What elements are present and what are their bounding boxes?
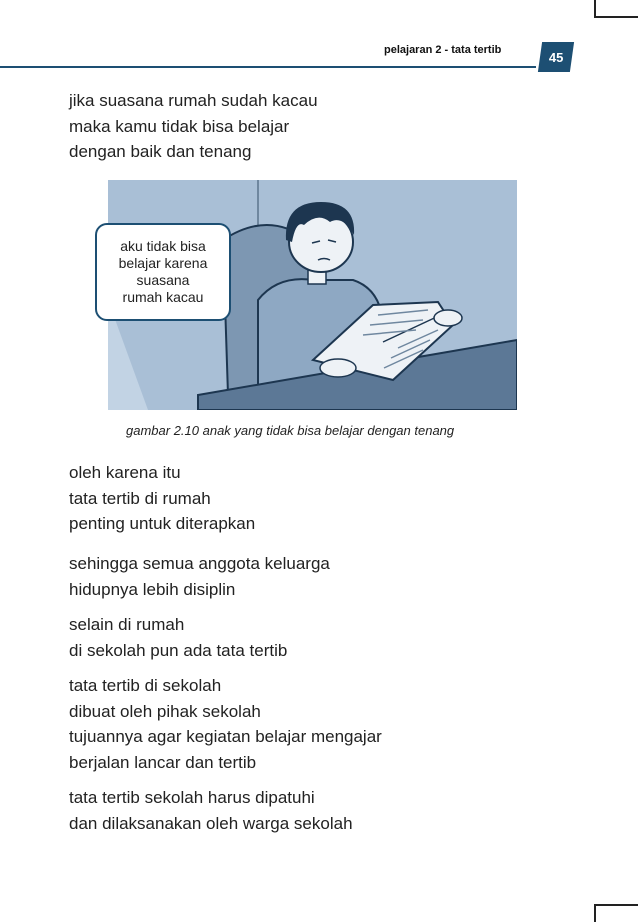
bubble-line: aku tidak bisa	[120, 238, 206, 254]
bubble-line: suasana	[136, 272, 190, 288]
text-line: dibuat oleh pihak sekolah	[69, 701, 261, 721]
crop-mark-top-h	[594, 16, 638, 18]
crop-mark-bottom-v	[594, 904, 596, 922]
speech-bubble	[95, 223, 231, 321]
text-line: tujuannya agar kegiatan belajar mengajar	[69, 727, 382, 746]
paragraph-6	[69, 785, 353, 836]
text-line: oleh karena itu	[69, 463, 181, 482]
bubble-line: rumah kacau	[122, 289, 204, 305]
header-rule	[0, 66, 536, 68]
text-line: jika suasana rumah sudah kacau	[69, 91, 318, 110]
running-title: pelajaran 2 - tata tertib	[384, 44, 502, 56]
text-line: berjalan lancar dan tertib	[69, 752, 257, 772]
paragraph-1	[69, 88, 318, 165]
text-line: penting untuk diterapkan	[69, 514, 256, 533]
bubble-line: belajar karena	[118, 255, 208, 271]
paragraph-5	[69, 673, 382, 775]
page-number: 45	[548, 49, 564, 65]
figure-caption: gambar 2.10 anak yang tidak bisa belajar dengan tenang	[126, 423, 455, 438]
crop-mark-bottom-h	[594, 904, 638, 906]
text-line: tata tertib di sekolah	[69, 676, 222, 695]
text-line: hidupnya lebih disiplin	[69, 579, 236, 599]
text-line: tata tertib sekolah harus dipatuhi	[69, 788, 315, 807]
page-number-badge	[538, 42, 574, 72]
text-line: sehingga semua anggota keluarga	[69, 554, 330, 573]
text-line: selain di rumah	[69, 615, 185, 634]
text-line: di sekolah pun ada tata tertib	[69, 640, 288, 660]
text-line: tata tertib di rumah	[69, 488, 211, 508]
text-line: dan dilaksanakan oleh warga sekolah	[69, 813, 353, 833]
text-line: dengan baik dan tenang	[69, 142, 252, 161]
text-line: maka kamu tidak bisa belajar	[69, 116, 290, 136]
paragraph-2	[69, 460, 255, 537]
paragraph-3	[69, 551, 330, 602]
paragraph-4	[69, 612, 287, 663]
